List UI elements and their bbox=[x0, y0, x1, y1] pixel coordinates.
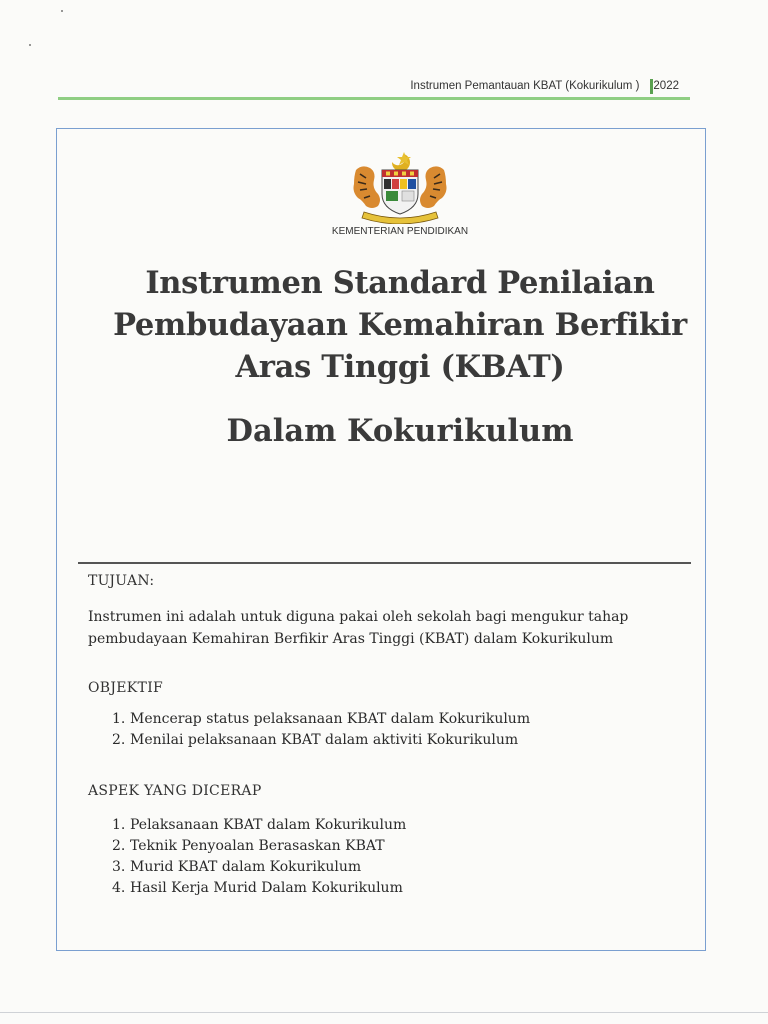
header-title: Instrumen Pemantauan KBAT (Kokurikulum ) bbox=[410, 80, 640, 92]
page-bottom-edge bbox=[0, 1012, 768, 1013]
list-text: Teknik Penyoalan Berasaskan KBAT bbox=[130, 838, 385, 854]
aspek-heading: ASPEK YANG DICERAP bbox=[88, 783, 262, 799]
list-item bbox=[112, 857, 406, 878]
list-text: Hasil Kerja Murid Dalam Kokurikulum bbox=[130, 880, 403, 896]
page-header bbox=[0, 80, 679, 92]
list-text: Murid KBAT dalam Kokurikulum bbox=[130, 859, 362, 875]
list-item bbox=[112, 815, 406, 836]
scan-speck bbox=[61, 10, 63, 12]
title-line: Instrumen Standard Penilaian bbox=[145, 265, 655, 301]
list-item bbox=[112, 836, 406, 857]
list-number: 2. bbox=[112, 732, 126, 748]
list-text: Menilai pelaksanaan KBAT dalam aktiviti Kokurikulum bbox=[130, 732, 519, 748]
header-year: 2022 bbox=[653, 80, 679, 92]
title-line: Aras Tinggi (KBAT) bbox=[235, 349, 565, 385]
list-text: Mencerap status pelaksanaan KBAT dalam Kokurikulum bbox=[130, 711, 531, 727]
tujuan-paragraph bbox=[88, 606, 708, 650]
list-number: 1. bbox=[112, 817, 126, 833]
list-number: 1. bbox=[112, 711, 126, 727]
list-item bbox=[112, 730, 530, 751]
coat-of-arms-icon bbox=[348, 148, 452, 224]
scan-speck bbox=[29, 44, 31, 46]
document-title bbox=[60, 262, 740, 388]
tujuan-line: Instrumen ini adalah untuk diguna pakai oleh sekolah bagi mengukur tahap bbox=[88, 609, 629, 625]
header-separator bbox=[650, 79, 653, 94]
tujuan-heading: TUJUAN: bbox=[88, 573, 155, 589]
title-line: Pembudayaan Kemahiran Berfikir bbox=[113, 307, 687, 343]
document-subtitle: Dalam Kokurikulum bbox=[226, 413, 574, 449]
list-item bbox=[112, 878, 406, 899]
list-number: 2. bbox=[112, 838, 126, 854]
ministry-caption: KEMENTERIAN PENDIDIKAN bbox=[331, 226, 469, 237]
objektif-heading: OBJEKTIF bbox=[88, 680, 164, 696]
section-divider bbox=[78, 562, 691, 564]
objektif-list bbox=[112, 709, 530, 751]
list-number: 4. bbox=[112, 880, 126, 896]
list-item bbox=[112, 709, 530, 730]
aspek-list bbox=[112, 815, 406, 899]
tujuan-line: pembudayaan Kemahiran Berfikir Aras Tinggi (KBAT) dalam Kokurikulum bbox=[88, 631, 614, 647]
header-rule bbox=[58, 97, 690, 100]
list-number: 3. bbox=[112, 859, 126, 875]
list-text: Pelaksanaan KBAT dalam Kokurikulum bbox=[130, 817, 407, 833]
